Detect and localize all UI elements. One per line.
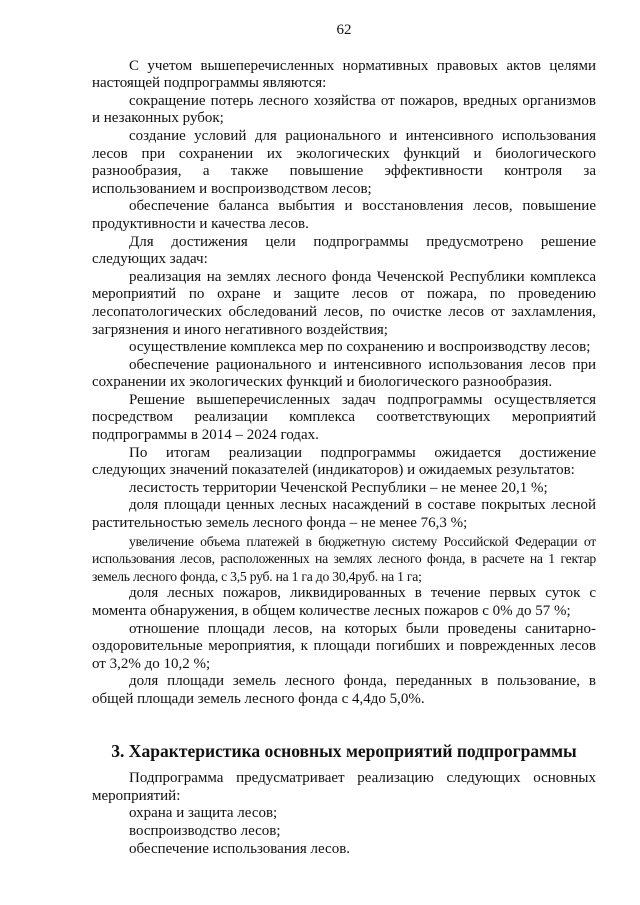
section-heading: 3. Характеристика основных мероприятий подпрограммы bbox=[111, 740, 577, 761]
paragraph-activity-1: охрана и защита лесов; bbox=[129, 805, 278, 822]
paragraph-indicator-1: лесистость территории Чеченской Республики – не менее 20,1 %; bbox=[129, 479, 548, 496]
paragraph-indicator-4: доля лесных пожаров, ликвидированных в течение первых суток с момента обнаружения, в общем количестве лесных пожаров с 0% до 57 %; bbox=[92, 585, 596, 619]
paragraph-task-1: реализация на землях лесного фонда Чеченской Республики комплекса мероприятий по охране и защите лесов от пожара, по проведению лесопатологических обследований лесов, по очистке лесов от захламления, загрязнения и иного негативного воздействия; bbox=[92, 268, 596, 338]
paragraph-goal-3: обеспечение баланса выбытия и восстановления лесов, повышение продуктивности и качества лесов. bbox=[92, 198, 596, 232]
paragraph-implementation: Решение вышеперечисленных задач подпрограммы осуществляется посредством реализации комплекса соответствующих мероприятий подпрограммы в 2014 – 2024 годах. bbox=[92, 391, 596, 444]
paragraph-indicator-6: доля площади земель лесного фонда, переданных в пользование, в общей площади земель лесного фонда с 4,4до 5,0%. bbox=[92, 673, 596, 707]
paragraph-indicator-3: увеличение объема платежей в бюджетную систему Российской Федерации от использования лесов, расположенных на землях лесного фонда, в расчете на 1 гектар земель лесного фонда, с 3,5 руб. на 1 га до 30,4руб. на 1 га; bbox=[92, 533, 596, 584]
paragraph-goal-1: сокращение потерь лесного хозяйства от пожаров, вредных организмов и незаконных рубок; bbox=[92, 92, 596, 127]
page-number: 62 bbox=[336, 22, 352, 38]
paragraph-activity-2: воспроизводство лесов; bbox=[129, 822, 281, 839]
paragraph-goals-intro: С учетом вышеперечисленных нормативных правовых актов целями настоящей подпрограммы являются: bbox=[92, 57, 596, 92]
paragraph-activities-intro: Подпрограмма предусматривает реализацию следующих основных мероприятий: bbox=[92, 770, 596, 804]
paragraph-indicator-5: отношение площади лесов, на которых были проведены санитарно-оздоровительные мероприятия, к площади погибших и поврежденных лесов от 3,2% до 10,2 %; bbox=[92, 620, 596, 672]
paragraph-goal-2: создание условий для рационального и интенсивного использования лесов при сохранении их экологических функций и биологического разнообразия, а также повышение эффективности контроля за использованием и воспроизводством лесов; bbox=[92, 127, 596, 197]
paragraph-results-intro: По итогам реализации подпрограммы ожидается достижение следующих значений показателей (индикаторов) и ожидаемых результатов: bbox=[92, 444, 596, 479]
paragraph-task-2: осуществление комплекса мер по сохранению и воспроизводству лесов; bbox=[129, 339, 591, 356]
paragraph-activity-3: обеспечение использования лесов. bbox=[129, 840, 351, 857]
paragraph-tasks-intro: Для достижения цели подпрограммы предусмотрено решение следующих задач: bbox=[92, 233, 596, 268]
paragraph-task-3: обеспечение рационального и интенсивного использования лесов при сохранении их экологических функций и биологического разнообразия. bbox=[92, 356, 596, 391]
paragraph-indicator-2: доля площади ценных лесных насаждений в составе покрытых лесной растительностью земель лесного фонда – не менее 76,3 %; bbox=[92, 497, 596, 532]
